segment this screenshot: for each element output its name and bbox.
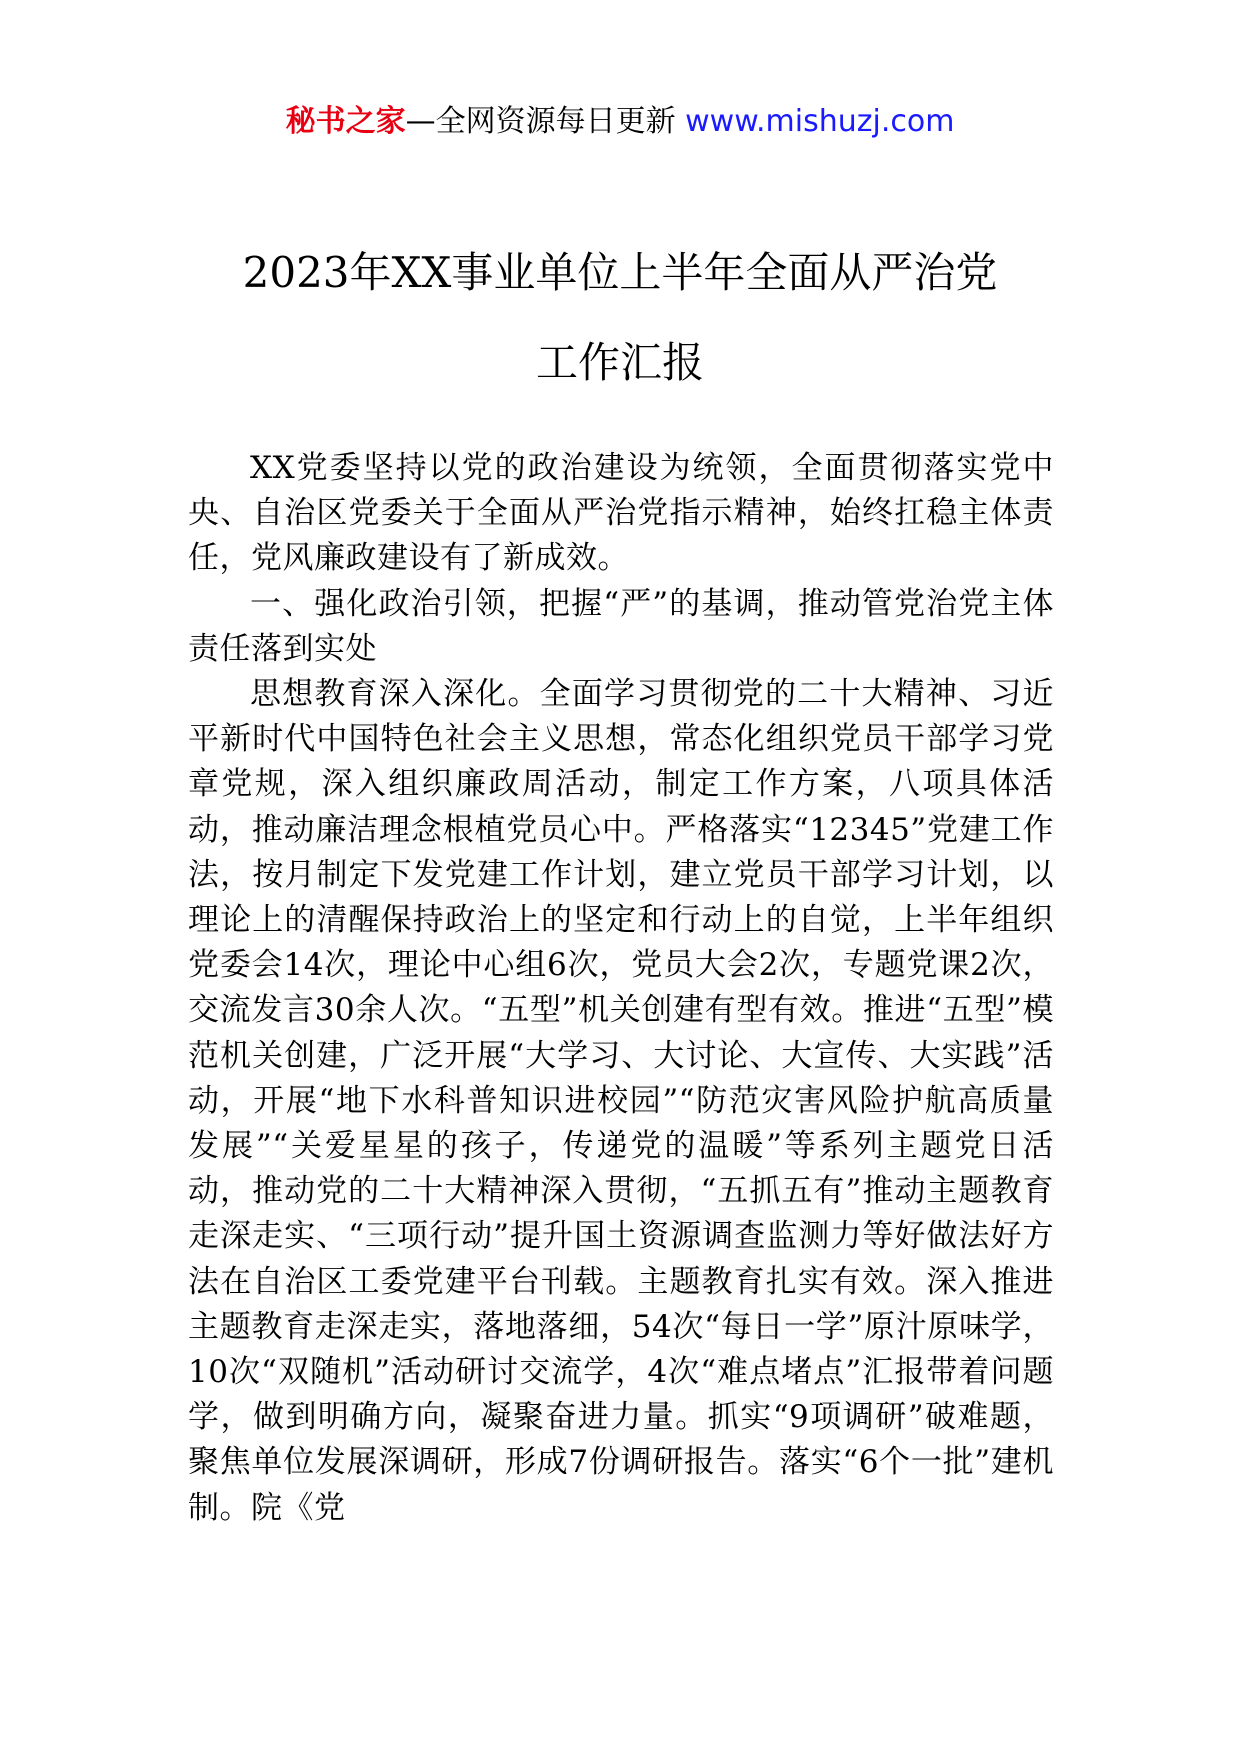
site-url-link[interactable]: www.mishuzj.com xyxy=(685,104,955,139)
site-tagline: —全网资源每日更新 xyxy=(405,104,686,139)
site-brand: 秘书之家 xyxy=(285,104,406,139)
title-line-1: 2023年XX事业单位上半年全面从严治党 xyxy=(242,248,998,297)
intro-paragraph: XX党委坚持以党的政治建设为统领，全面贯彻落实党中央、自治区党委关于全面从严治党指示精神，始终扛稳主体责任，党风廉政建设有了新成效。 xyxy=(188,450,1054,577)
section-heading-1: 一、强化政治引领，把握“严”的基调，推动管党治党主体责任落到实处 xyxy=(188,585,1054,667)
document-body xyxy=(188,446,1054,1531)
title-line-2: 工作汇报 xyxy=(535,338,704,387)
body-paragraph: 思想教育深入深化。全面学习贯彻党的二十大精神、习近平新时代中国特色社会主义思想，常态化组织党员干部学习党章党规，深入组织廉政周活动，制定工作方案，八项具体活动，推动廉洁理念根植党员心中。严格落实“12345”党建工作法，按月制定下发党建工作计划，建立党员干部学习计划，以理论上的清醒保持政治上的坚定和行动上的自觉，上半年组织党委会14次，理论中心组6次，党员大会2次，专题党课2次，交流发言30余人次。“五型”机关创建有型有效。推进“五型”模范机关创建，广泛开展“大学习、大讨论、大宣传、大实践”活动，开展“地下水科普知识进校园”“防范灾害风险护航高质量发展”“关爱星星的孩子，传递党的温暖”等系列主题党日活动，推动党的二十大精神深入贯彻，“五抓五有”推动主题教育走深走实、“三项行动”提升国土资源调查监测力等好做法好方法在自治区工委党建平台刊载。主题教育扎实有效。深入推进主题教育走深走实，落地落细，54次“每日一学”原汁原味学，10次“双随机”活动研讨交流学，4次“难点堵点”汇报带着问题学，做到明确方向，凝聚奋进力量。抓实“9项调研”破难题，聚焦单位发展深调研，形成7份调研报告。落实“6个一批”建机制。院《党 xyxy=(188,676,1054,1526)
document-title xyxy=(150,228,1090,408)
site-header xyxy=(0,102,1240,142)
